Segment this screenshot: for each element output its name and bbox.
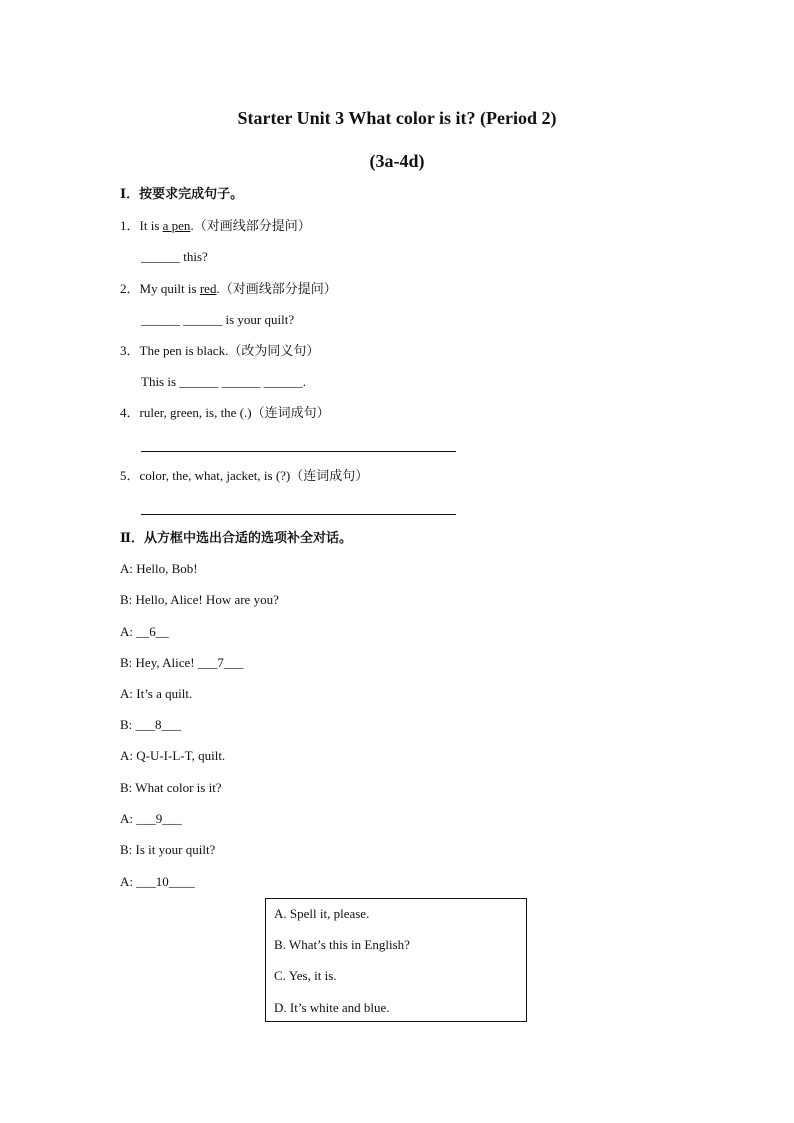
answer-rule-4 <box>141 451 456 452</box>
question-text: It is <box>139 218 163 233</box>
dialogue-line: B: What color is it? <box>120 780 222 795</box>
dialogue-line: A: It’s a quilt. <box>120 686 193 701</box>
option-d: D. It’s white and blue. <box>274 1000 390 1015</box>
page-subtitle: (3a-4d) <box>369 151 425 171</box>
dialogue-line: B: ___8___ <box>120 717 182 732</box>
underlined-phrase: red <box>199 281 217 296</box>
question-4 <box>120 405 330 421</box>
dialogue-line: B: Hello, Alice! How are you? <box>120 592 279 607</box>
question-5 <box>120 468 368 484</box>
answer-line-3: This is ______ ______ ______. <box>141 374 307 389</box>
question-text: The pen is black.（改为同义句） <box>139 343 320 358</box>
answer-line-1: ______ this? <box>141 249 208 264</box>
question-text: My quilt is <box>139 281 200 296</box>
question-1 <box>120 218 311 234</box>
section-2-heading: Ⅱ．从方框中选出合适的选项补全对话。 <box>120 530 352 545</box>
option-c: C. Yes, it is. <box>274 968 337 983</box>
dialogue-line: A: ___9___ <box>120 811 182 826</box>
dialogue-line: A: Hello, Bob! <box>120 561 198 576</box>
question-instruction: .（对画线部分提问） <box>216 281 337 296</box>
dialogue-line: A: ___10____ <box>120 874 195 889</box>
dialogue-line: B: Hey, Alice! ___7___ <box>120 655 244 670</box>
question-number: 2． <box>120 281 140 296</box>
question-number: 4． <box>120 405 140 420</box>
answer-rule-5 <box>141 514 456 515</box>
option-b: B. What’s this in English? <box>274 937 410 952</box>
option-a: A. Spell it, please. <box>274 906 370 921</box>
answer-line-2: ______ ______ is your quilt? <box>141 312 295 327</box>
section-1-heading: Ⅰ．按要求完成句子。 <box>120 186 244 201</box>
question-number: 3． <box>120 343 140 358</box>
underlined-phrase: a pen <box>162 218 191 233</box>
dialogue-line: A: __6__ <box>120 624 169 639</box>
question-number: 5． <box>120 468 140 483</box>
question-3 <box>120 343 319 359</box>
page-title: Starter Unit 3 What color is it? (Period 2) <box>237 108 557 128</box>
question-instruction: .（对画线部分提问） <box>190 218 311 233</box>
question-text: color, the, what, jacket, is (?)（连词成句） <box>139 468 369 483</box>
options-box <box>265 898 527 1022</box>
question-text: ruler, green, is, the (.)（连词成句） <box>139 405 330 420</box>
dialogue-line: B: Is it your quilt? <box>120 842 216 857</box>
question-number: 1． <box>120 218 140 233</box>
question-2 <box>120 281 337 297</box>
dialogue-line: A: Q-U-I-L-T, quilt. <box>120 748 226 763</box>
